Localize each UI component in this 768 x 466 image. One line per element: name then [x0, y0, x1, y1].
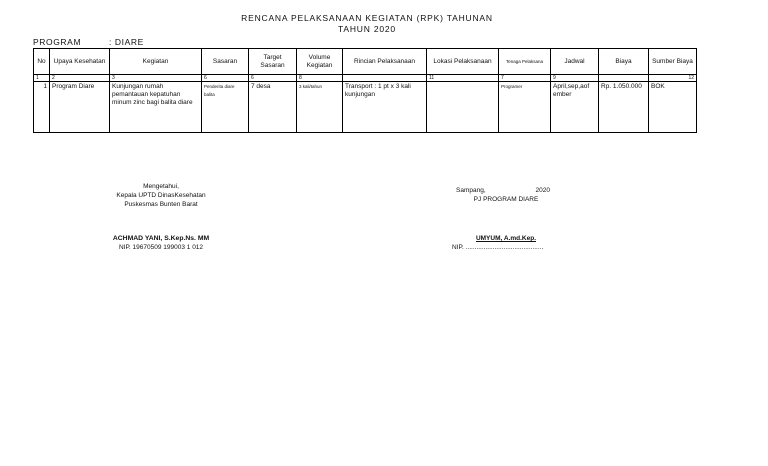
col-number: 2: [50, 75, 110, 82]
cell-sasaran: Penderita diare balita: [202, 82, 249, 133]
cell-upaya: Program Diare: [50, 82, 110, 133]
col-header-upaya: Upaya Kesehatan: [50, 49, 110, 75]
cell-rincian: Transport : 1 pt x 3 kali kunjungan: [343, 82, 427, 133]
col-number: 6: [249, 75, 297, 82]
sig-right-place-date: [446, 186, 566, 195]
rpk-table: [33, 48, 697, 133]
cell-tenaga: Programer: [499, 82, 551, 133]
cell-sumber: BOK: [649, 82, 697, 133]
col-header-volume: Volume Kegiatan: [297, 49, 343, 75]
col-number: [599, 75, 649, 82]
sig-left-line3: Puskesmas Bunten Barat: [124, 201, 198, 208]
col-header-jadwal: Jadwal: [551, 49, 599, 75]
cell-jadwal: April,sep,aof ember: [551, 82, 599, 133]
program-value: : DIARE: [109, 37, 144, 47]
document-year: TAHUN 2020: [338, 24, 396, 34]
sig-right-role: PJ PROGRAM DIARE: [473, 196, 539, 203]
cell-biaya: Rp. 1.050.000: [599, 82, 649, 133]
sig-right-year: 2020: [535, 187, 550, 194]
sig-right-nip: NIP. ...........................................: [452, 244, 544, 251]
table-header-row: [34, 49, 697, 75]
col-header-sumber: Sumber Biaya: [649, 49, 697, 75]
document-title: RENCANA PELAKSANAAN KEGIATAN (RPK) TAHUNAN: [241, 13, 493, 23]
sig-left-line2: Kepala UPTD DinasKesehatan: [116, 192, 206, 199]
cell-lokasi: [427, 82, 499, 133]
col-number: 9: [551, 75, 599, 82]
col-header-tenaga: Tenaga Pelaksana: [499, 49, 551, 75]
cell-kegiatan: Kunjungan rumah pemantauan kepatuhan minum zinc bagi balita diare: [110, 82, 202, 133]
sig-right-place: Sampang,: [456, 187, 486, 194]
column-number-row: [34, 75, 697, 82]
col-number: 3: [110, 75, 202, 82]
col-header-kegiatan: Kegiatan: [110, 49, 202, 75]
col-number: 7: [499, 75, 551, 82]
col-header-rincian: Rincian Pelaksanaan: [343, 49, 427, 75]
sig-left-line1: Mengetahui,: [143, 183, 179, 190]
col-header-sasaran: Sasaran: [202, 49, 249, 75]
sig-right-name: UMYUM, A.md.Kep.: [475, 235, 537, 242]
col-number: 11: [427, 75, 499, 82]
program-label: PROGRAM: [33, 37, 82, 47]
col-number: 6: [202, 75, 249, 82]
cell-no: 1: [34, 82, 50, 133]
col-number: 12: [649, 75, 697, 82]
program-line: [33, 37, 144, 47]
col-number: 8: [297, 75, 343, 82]
table-row: [34, 82, 697, 133]
sig-left-nip: NIP. 19670509 199003 1 012: [118, 244, 204, 251]
sig-left-name: ACHMAD YANI, S.Kep.Ns. MM: [112, 235, 210, 242]
col-header-target: Target Sasaran: [249, 49, 297, 75]
col-header-lokasi: Lokasi Pelaksanaan: [427, 49, 499, 75]
col-header-biaya: Biaya: [599, 49, 649, 75]
signature-block-left: [100, 182, 222, 252]
cell-target: 7 desa: [249, 82, 297, 133]
col-number: 1: [34, 75, 50, 82]
col-number: [343, 75, 427, 82]
col-header-no: No: [34, 49, 50, 75]
cell-volume: 3 kali/tahun: [297, 82, 343, 133]
signature-block-right: [446, 186, 566, 252]
